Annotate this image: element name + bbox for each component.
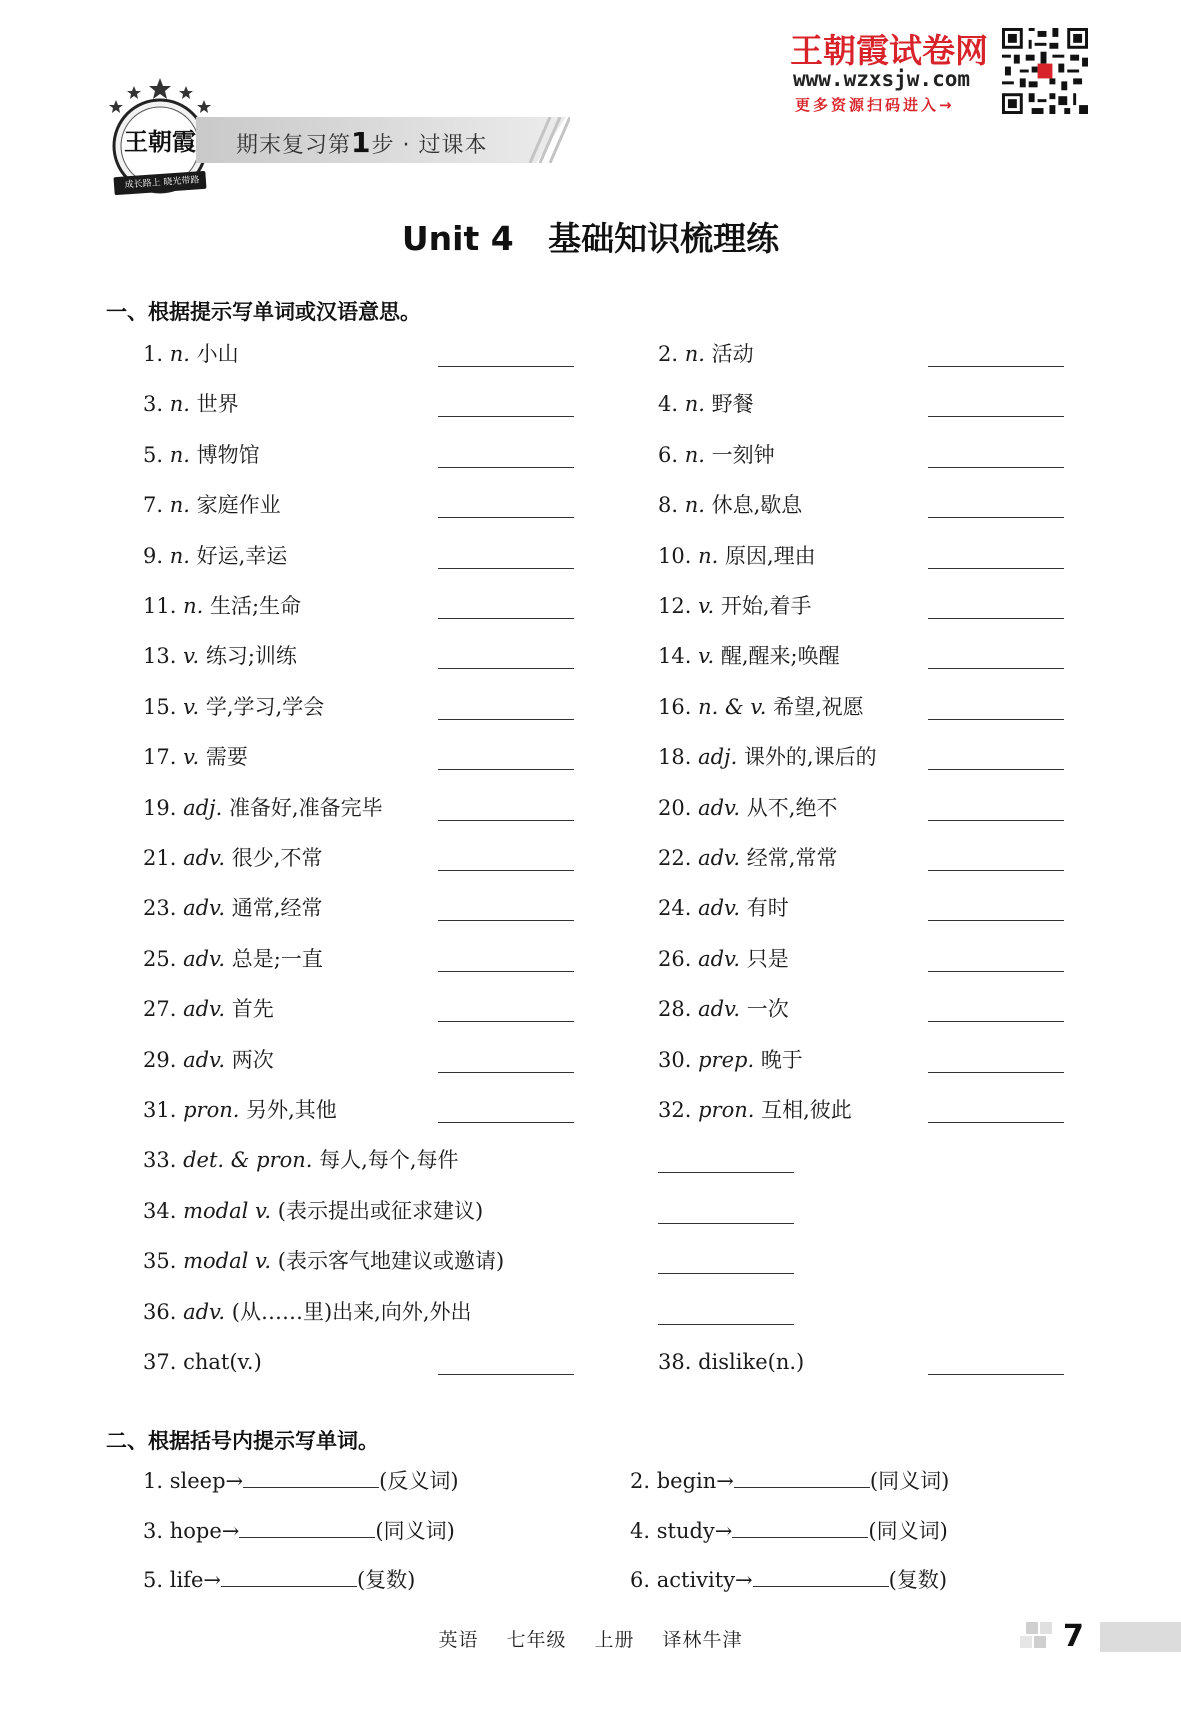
item-number: 29. — [143, 1047, 177, 1072]
answer-blank[interactable] — [438, 467, 574, 468]
item-number: 7. — [143, 493, 164, 518]
item-number: 3. — [143, 1518, 164, 1543]
part-of-speech: adv. — [698, 896, 741, 921]
exercise-item — [143, 1147, 459, 1173]
item-hint: (v.) — [229, 1350, 262, 1374]
item-number: 5. — [143, 442, 164, 467]
item-number: 21. — [143, 846, 177, 870]
answer-blank[interactable] — [928, 668, 1064, 669]
item-number: 6. — [658, 442, 679, 467]
answer-blank[interactable] — [928, 1021, 1064, 1022]
step-label — [236, 126, 487, 159]
answer-blank[interactable] — [221, 1568, 357, 1587]
answer-blank[interactable] — [438, 719, 574, 720]
logo-motto: 成长路上 晓光带路 — [124, 175, 200, 191]
item-number: 15. — [143, 694, 177, 719]
item-number: 20. — [658, 795, 692, 820]
exercise-item — [143, 1198, 483, 1224]
page-title: Unit 4 基础知识梳理练 — [401, 219, 780, 258]
exercise-item — [630, 1518, 948, 1544]
part-of-speech: v. — [698, 644, 715, 669]
item-hint: (n.) — [767, 1350, 805, 1374]
item-hint: (复数) — [888, 1568, 948, 1592]
exercise-item — [630, 1567, 947, 1593]
answer-blank[interactable] — [928, 618, 1064, 619]
answer-blank[interactable] — [438, 618, 574, 619]
answer-blank[interactable] — [438, 820, 574, 821]
item-hint: (同义词) — [375, 1518, 455, 1543]
item-number: 23. — [143, 896, 177, 921]
answer-blank[interactable] — [928, 366, 1064, 367]
part-of-speech: adv. — [183, 1047, 226, 1072]
item-number: 3. — [143, 392, 164, 417]
item-number: 33. — [143, 1148, 177, 1173]
item-meaning: 好运,幸运 — [196, 543, 288, 568]
item-hint: (反义词) — [379, 1469, 459, 1493]
item-meaning: 练习;训练 — [205, 644, 297, 669]
item-number: 13. — [143, 644, 177, 669]
exercise-item — [143, 845, 322, 871]
item-meaning: 一次 — [746, 997, 789, 1022]
item-meaning: 从不,绝不 — [746, 795, 838, 820]
answer-blank[interactable] — [928, 568, 1064, 569]
exercise-item — [630, 1468, 949, 1494]
page-number-bar — [1100, 1622, 1181, 1652]
answer-blank[interactable] — [438, 1021, 574, 1022]
page-number: 7 — [1063, 1619, 1084, 1654]
exercise-item — [658, 543, 816, 569]
item-number: 19. — [143, 795, 177, 820]
item-word: begin→ — [656, 1469, 734, 1493]
part-of-speech: prep. — [698, 1047, 755, 1072]
item-word: life→ — [169, 1568, 221, 1592]
item-meaning: 醒,醒来;唤醒 — [720, 644, 840, 669]
part-of-speech: pron. — [698, 1098, 755, 1122]
exercise-item — [658, 492, 802, 518]
exercise-item — [658, 1349, 804, 1375]
item-meaning: 世界 — [196, 392, 239, 417]
item-number: 30. — [658, 1047, 692, 1072]
item-number: 10. — [658, 543, 692, 568]
item-number: 38. — [658, 1350, 692, 1374]
part-of-speech: v. — [183, 694, 200, 719]
step-suffix: 步 · 过课本 — [371, 133, 488, 158]
answer-blank[interactable] — [658, 1324, 794, 1325]
part-of-speech: v. — [183, 644, 200, 669]
item-meaning: 通常,经常 — [231, 896, 323, 921]
answer-blank[interactable] — [928, 870, 1064, 871]
part-of-speech: n. — [169, 493, 190, 518]
item-number: 8. — [658, 493, 679, 518]
item-word: hope→ — [169, 1518, 240, 1543]
item-number: 27. — [143, 997, 177, 1022]
exercise-item — [143, 1299, 472, 1325]
brand-more-resources: 更多资源扫码进入→ — [795, 96, 955, 114]
item-meaning: 互相,彼此 — [761, 1098, 852, 1122]
part-of-speech: v. — [698, 594, 715, 618]
exercise-item — [658, 391, 754, 417]
item-hint: (复数) — [356, 1568, 416, 1592]
answer-blank[interactable] — [928, 1374, 1064, 1375]
exercise-item — [658, 1047, 803, 1073]
part-of-speech: adj. — [698, 745, 738, 770]
item-meaning: (表示提出或征求建议) — [277, 1198, 484, 1223]
exercise-item — [143, 593, 301, 619]
item-number: 12. — [658, 594, 692, 618]
exercise-item — [143, 391, 239, 417]
exercise-item — [658, 593, 812, 619]
answer-blank[interactable] — [928, 719, 1064, 720]
banner-stripes-decoration — [520, 117, 570, 163]
exercise-item — [143, 996, 274, 1022]
exercise-item — [143, 1468, 459, 1494]
item-meaning: 小山 — [196, 342, 239, 366]
exercise-item — [143, 341, 239, 367]
answer-blank[interactable] — [438, 668, 574, 669]
answer-blank[interactable] — [928, 467, 1064, 468]
footer-subject: 英语 — [438, 1629, 479, 1651]
answer-blank[interactable] — [438, 971, 574, 972]
item-meaning: 原因,理由 — [724, 543, 816, 568]
item-number: 2. — [630, 1469, 651, 1493]
section-2-heading: 二、根据括号内提示写单词。 — [106, 1429, 379, 1453]
exercise-item — [658, 643, 840, 669]
part-of-speech: n. — [698, 543, 719, 568]
answer-blank[interactable] — [438, 1122, 574, 1123]
item-number: 26. — [658, 946, 692, 971]
brand-url[interactable]: www.wzxsjw.com — [793, 67, 971, 91]
item-number: 34. — [143, 1198, 177, 1223]
part-of-speech: n. — [169, 342, 190, 366]
item-meaning: 开始,着手 — [720, 594, 812, 618]
item-number: 11. — [143, 594, 177, 618]
answer-blank[interactable] — [928, 920, 1064, 921]
answer-blank[interactable] — [438, 870, 574, 871]
item-meaning: 只是 — [746, 946, 789, 971]
answer-blank[interactable] — [928, 769, 1064, 770]
answer-blank[interactable] — [438, 1374, 574, 1375]
item-meaning: 总是;一直 — [231, 946, 323, 971]
exercise-item — [143, 492, 281, 518]
item-meaning: 学,学习,学会 — [205, 694, 325, 719]
item-number: 9. — [143, 543, 164, 568]
qr-code-icon[interactable] — [1002, 28, 1088, 114]
item-meaning: 晚于 — [760, 1047, 803, 1072]
exercise-item — [143, 1518, 455, 1544]
part-of-speech: adv. — [698, 795, 741, 820]
part-of-speech: v. — [183, 745, 200, 770]
item-number: 25. — [143, 946, 177, 971]
exercise-item — [658, 996, 789, 1022]
item-word: activity→ — [656, 1568, 753, 1592]
item-meaning: 每人,每个,每件 — [319, 1148, 459, 1173]
item-number: 24. — [658, 896, 692, 921]
item-word: chat — [183, 1350, 230, 1374]
answer-blank[interactable] — [438, 416, 574, 417]
item-meaning: (表示客气地建议或邀请) — [277, 1249, 505, 1274]
answer-blank[interactable] — [928, 820, 1064, 821]
answer-blank[interactable] — [438, 920, 574, 921]
exercise-item — [143, 1567, 415, 1593]
exercise-item — [143, 643, 297, 669]
brand-name: 王朝霞试卷网 — [790, 31, 988, 70]
part-of-speech: n. — [684, 442, 705, 467]
answer-blank[interactable] — [753, 1568, 889, 1587]
exercise-item — [143, 1097, 337, 1123]
exercise-item — [143, 1047, 274, 1073]
step-number: 1 — [351, 126, 372, 159]
answer-blank[interactable] — [928, 416, 1064, 417]
exercise-item — [143, 744, 248, 770]
item-word: dislike — [698, 1350, 768, 1374]
item-number: 35. — [143, 1249, 177, 1274]
exercise-item — [658, 694, 864, 720]
item-meaning: 博物馆 — [196, 442, 260, 467]
part-of-speech: adj. — [183, 795, 223, 820]
page-corner-decoration — [1020, 1622, 1056, 1652]
answer-blank[interactable] — [438, 366, 574, 367]
answer-blank[interactable] — [438, 517, 574, 518]
item-meaning: 另外,其他 — [246, 1098, 337, 1122]
answer-blank[interactable] — [658, 1172, 794, 1173]
exercise-item — [143, 795, 383, 821]
answer-blank[interactable] — [438, 1072, 574, 1073]
part-of-speech: n. — [169, 543, 190, 568]
item-hint: (同义词) — [869, 1469, 950, 1493]
part-of-speech: pron. — [183, 1098, 240, 1122]
exercise-item — [658, 845, 837, 871]
item-number: 22. — [658, 846, 692, 870]
part-of-speech: adv. — [698, 997, 741, 1022]
part-of-speech: n. — [169, 442, 190, 467]
step-prefix: 期末复习第 — [236, 133, 352, 158]
part-of-speech: n. — [684, 493, 705, 518]
exercise-item — [143, 694, 324, 720]
item-meaning: 野餐 — [711, 392, 754, 417]
item-number: 16. — [658, 694, 692, 719]
item-meaning: 很少,不常 — [231, 846, 323, 870]
answer-blank[interactable] — [438, 568, 574, 569]
item-number: 6. — [630, 1568, 651, 1592]
item-word: sleep→ — [169, 1469, 244, 1493]
item-number: 4. — [658, 392, 679, 417]
item-number: 31. — [143, 1098, 177, 1122]
item-meaning: 准备好,准备完毕 — [228, 795, 383, 820]
answer-blank[interactable] — [928, 971, 1064, 972]
exercise-item — [658, 1097, 852, 1123]
exercise-item — [658, 744, 877, 770]
item-number: 4. — [630, 1518, 651, 1543]
item-word: study→ — [656, 1518, 733, 1543]
item-hint: (同义词) — [868, 1518, 948, 1543]
part-of-speech: n. — [684, 392, 705, 417]
footer-volume: 上册 — [594, 1629, 635, 1651]
exercise-item — [143, 543, 287, 569]
item-meaning: 家庭作业 — [196, 493, 281, 518]
item-meaning: 希望,祝愿 — [773, 694, 864, 719]
item-meaning: 两次 — [231, 1047, 274, 1072]
part-of-speech: modal v. — [183, 1249, 272, 1274]
item-number: 14. — [658, 644, 692, 669]
exercise-item — [143, 1349, 262, 1375]
item-number: 36. — [143, 1299, 177, 1324]
answer-blank[interactable] — [928, 1072, 1064, 1073]
part-of-speech: adv. — [698, 846, 741, 870]
part-of-speech: adv. — [183, 946, 226, 971]
exercise-item — [143, 895, 322, 921]
exercise-item — [143, 442, 260, 468]
answer-blank[interactable] — [658, 1273, 794, 1274]
exercise-item — [658, 795, 837, 821]
answer-blank[interactable] — [438, 769, 574, 770]
part-of-speech: modal v. — [183, 1198, 272, 1223]
item-number: 1. — [143, 1469, 164, 1493]
item-meaning: 需要 — [205, 745, 248, 770]
part-of-speech: adv. — [183, 1299, 226, 1324]
answer-blank[interactable] — [658, 1223, 794, 1224]
part-of-speech: det. & pron. — [183, 1148, 313, 1173]
footer-grade: 七年级 — [506, 1629, 567, 1651]
item-meaning: 生活;生命 — [209, 594, 302, 618]
answer-blank[interactable] — [928, 1122, 1064, 1123]
exercise-item — [143, 1248, 504, 1274]
item-meaning: 休息,歇息 — [711, 493, 803, 518]
exercise-item — [658, 442, 775, 468]
item-meaning: 一刻钟 — [711, 442, 775, 467]
exercise-item — [658, 895, 789, 921]
item-meaning: 课外的,课后的 — [743, 745, 877, 770]
part-of-speech: adv. — [183, 846, 226, 870]
section-1-heading: 一、根据提示写单词或汉语意思。 — [106, 300, 421, 324]
item-number: 18. — [658, 745, 692, 770]
footer — [0, 1625, 1181, 1652]
part-of-speech: n. — [183, 594, 204, 618]
exercise-item — [143, 946, 323, 972]
exercise-item — [658, 946, 789, 972]
answer-blank[interactable] — [928, 517, 1064, 518]
item-number: 17. — [143, 745, 177, 770]
part-of-speech: adv. — [698, 946, 741, 971]
answer-blank[interactable] — [734, 1469, 870, 1488]
part-of-speech: n. — [169, 392, 190, 417]
part-of-speech: adv. — [183, 997, 226, 1022]
item-number: 1. — [143, 342, 164, 366]
item-number: 5. — [143, 1568, 164, 1592]
item-meaning: 活动 — [711, 342, 754, 366]
item-number: 37. — [143, 1350, 177, 1374]
answer-blank[interactable] — [243, 1469, 379, 1488]
answer-blank[interactable] — [239, 1519, 375, 1538]
exercise-item — [658, 341, 754, 367]
item-number: 28. — [658, 997, 692, 1022]
footer-edition: 译林牛津 — [662, 1629, 743, 1651]
answer-blank[interactable] — [732, 1519, 868, 1538]
item-meaning: (从……里)出来,向外,外出 — [231, 1299, 472, 1324]
part-of-speech: n. & v. — [698, 694, 767, 719]
item-meaning: 首先 — [231, 997, 274, 1022]
item-number: 2. — [658, 342, 679, 366]
part-of-speech: adv. — [183, 896, 226, 921]
part-of-speech: n. — [684, 342, 705, 366]
logo-text: 王朝霞 — [124, 127, 196, 156]
item-meaning: 有时 — [746, 896, 789, 921]
item-number: 32. — [658, 1098, 692, 1122]
item-meaning: 经常,常常 — [746, 846, 838, 870]
